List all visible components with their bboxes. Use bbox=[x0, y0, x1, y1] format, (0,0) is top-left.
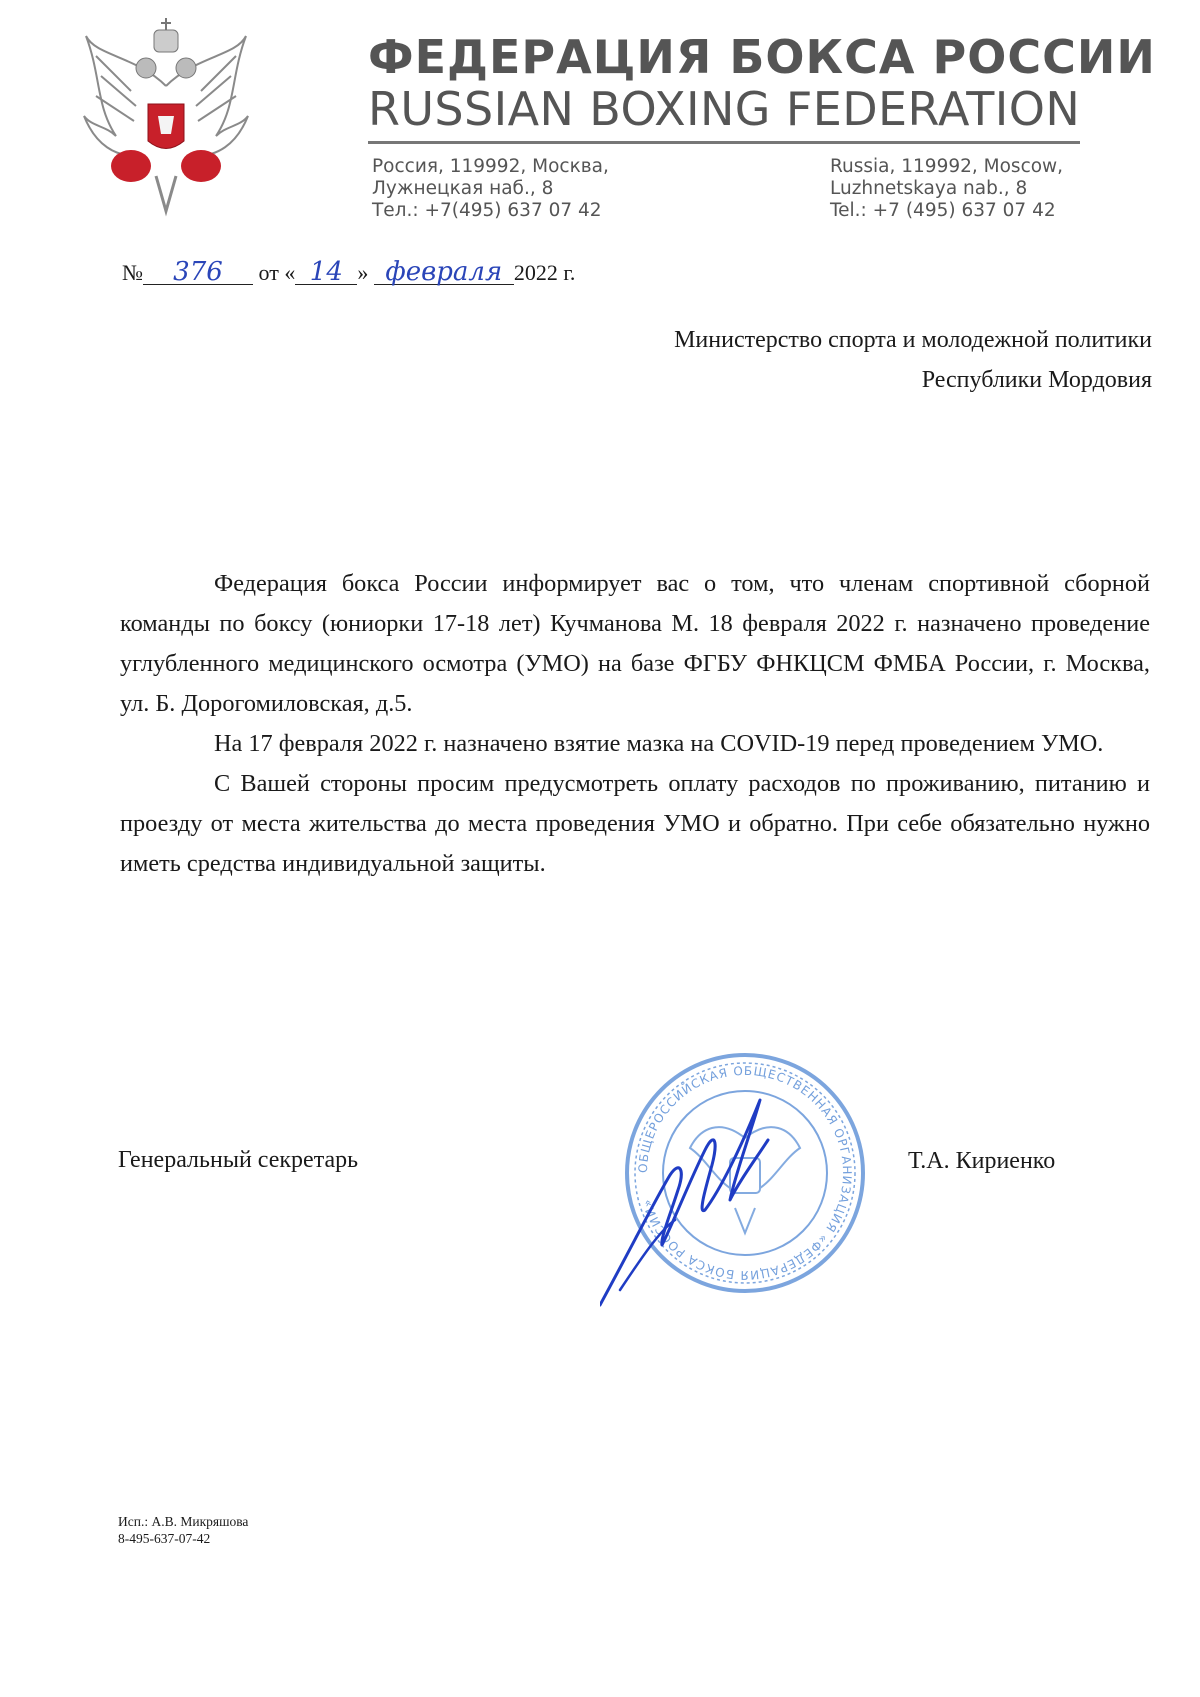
signatory-name: Т.А. Кириенко bbox=[908, 1148, 1056, 1174]
stamp-text: ОБЩЕРОССИЙСКАЯ ОБЩЕСТВЕННАЯ ОРГАНИЗАЦИЯ «ФЕДЕРАЦИЯ БОКСА РОССИИ» bbox=[635, 1063, 855, 1283]
body-paragraph-2: На 17 февраля 2022 г. назначено взятие мазка на COVID-19 перед проведением УМО. bbox=[214, 730, 1104, 757]
address-en bbox=[830, 156, 1063, 222]
address-ru-line2: Лужнецкая наб., 8 bbox=[372, 178, 554, 199]
org-name-en: RUSSIAN BOXING FEDERATION bbox=[368, 82, 1081, 136]
address-en-line1: Russia, 119992, Moscow, bbox=[830, 156, 1064, 177]
month-open: » bbox=[357, 260, 369, 285]
document-number: 376 bbox=[143, 260, 253, 285]
address-ru-phone: Тел.: +7(495) 637 07 42 bbox=[372, 200, 602, 221]
address-en-phone: Tel.: +7 (495) 637 07 42 bbox=[830, 200, 1056, 221]
letter-body bbox=[120, 564, 1150, 884]
addressee-line1: Министерство спорта и молодежной политики bbox=[674, 327, 1152, 353]
executor-info bbox=[118, 1513, 248, 1547]
reference-line bbox=[122, 257, 576, 287]
federation-emblem-icon bbox=[76, 16, 256, 226]
address-en-line2: Luzhnetskaya nab., 8 bbox=[830, 178, 1028, 199]
signatory-title: Генеральный секретарь bbox=[118, 1147, 359, 1173]
document-day: 14 bbox=[295, 260, 357, 285]
executor-name: Исп.: А.В. Микряшова bbox=[118, 1514, 249, 1529]
from-label: от « bbox=[258, 260, 296, 285]
addressee-line2: Республики Мордовия bbox=[921, 367, 1152, 393]
document-month: февраля bbox=[374, 260, 514, 285]
executor-phone: 8-495-637-07-42 bbox=[118, 1531, 211, 1546]
document-year: 2022 г. bbox=[513, 260, 576, 285]
body-paragraph-1: Федерация бокса России информирует вас о том, что членам спортивной сборной команды по боксу (юниорки 17-18 лет) Кучманова М. 18 февраля 2022 г. назначено проведение углубленного медицинского осмотра (УМО) на базе ФГБУ ФНКЦСМ ФМБА России, г. Москва, ул. Б. Дорогомиловская, д.5. bbox=[120, 570, 1150, 717]
org-name-ru: ФЕДЕРАЦИЯ БОКСА РОССИИ bbox=[368, 30, 1156, 84]
header-divider bbox=[368, 141, 1080, 144]
number-label: № bbox=[122, 260, 143, 285]
addressee bbox=[674, 320, 1152, 400]
address-ru-line1: Россия, 119992, Москва, bbox=[372, 156, 609, 177]
body-paragraph-3: С Вашей стороны просим предусмотреть оплату расходов по проживанию, питанию и проезду от места жительства до места проведения УМО и обратно. При себе обязательно нужно иметь средства индивидуальной защиты. bbox=[120, 770, 1150, 877]
address-ru bbox=[372, 156, 609, 222]
signature-icon bbox=[600, 1080, 800, 1310]
